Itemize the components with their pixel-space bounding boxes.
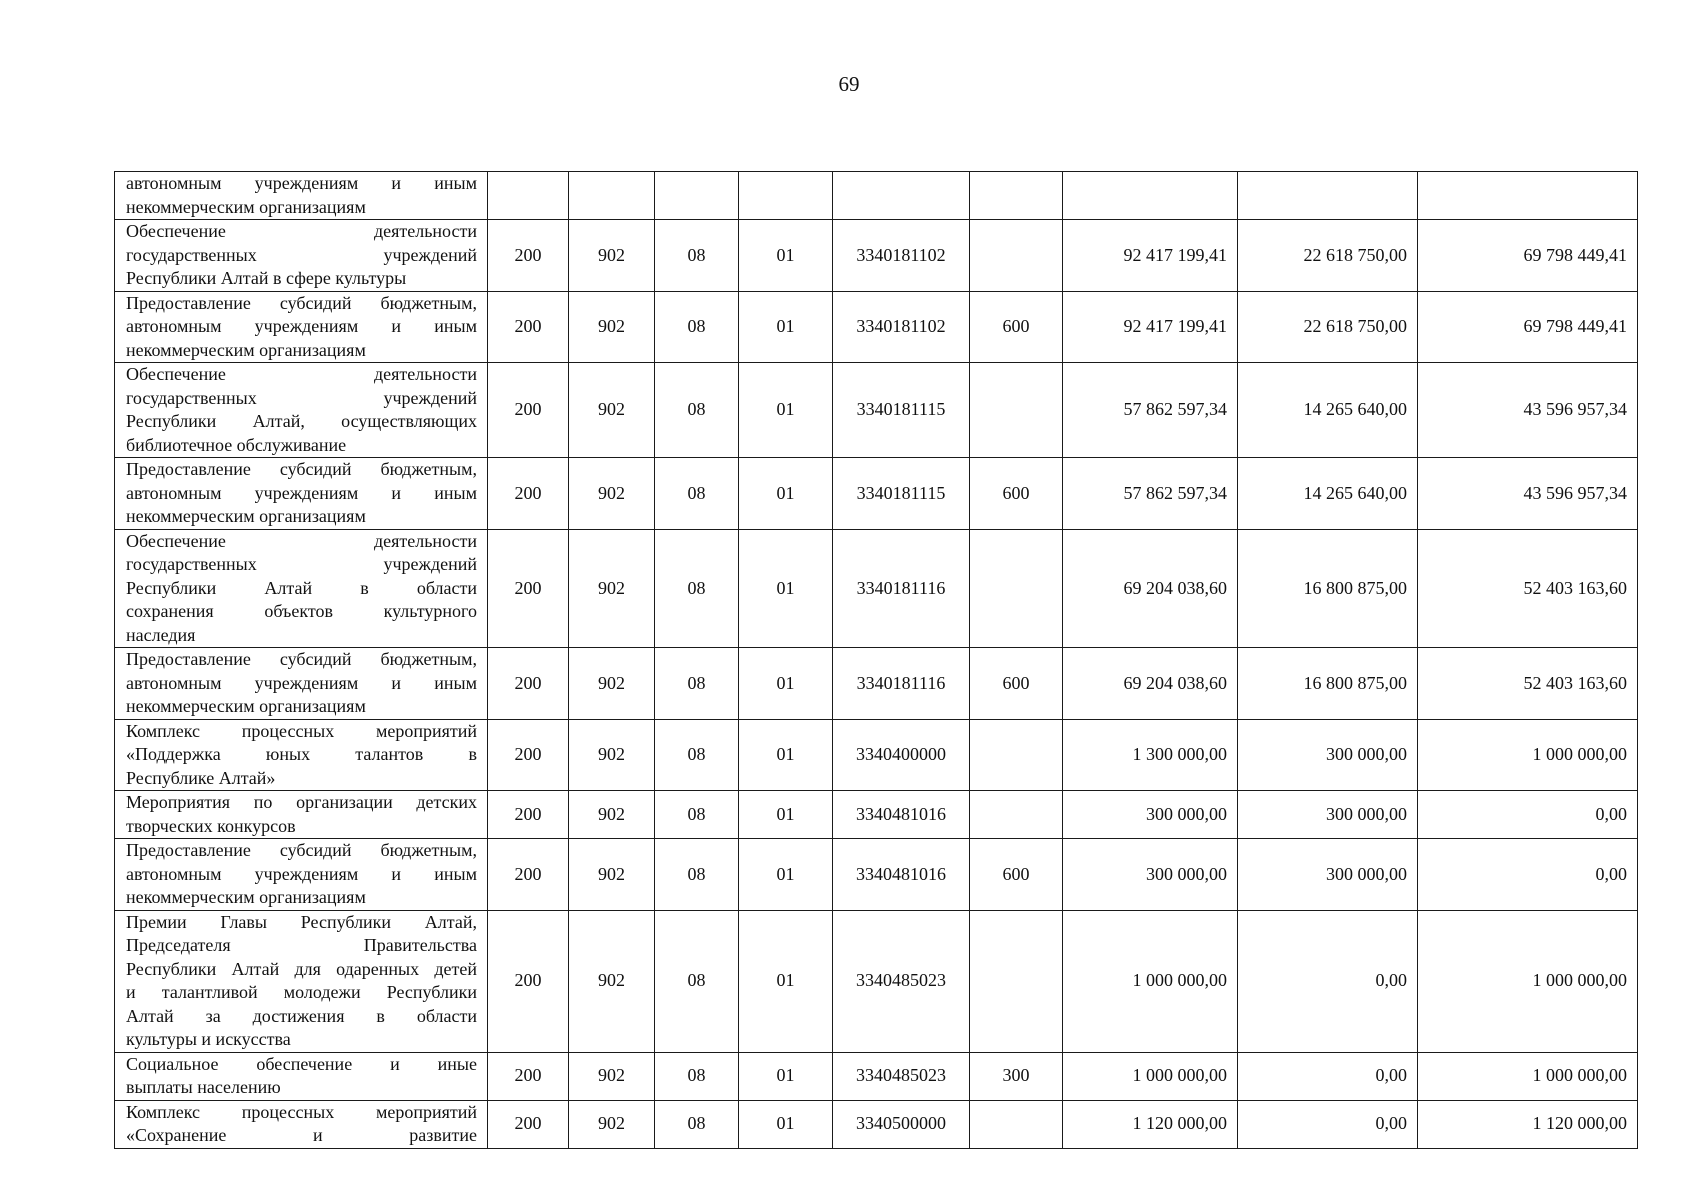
amount-3-cell: 43 596 957,34 xyxy=(1418,363,1638,458)
section-code-cell: 08 xyxy=(655,458,739,530)
grbs-code-cell: 902 xyxy=(569,529,655,648)
description-line: Республики Алтай для одаренных детей xyxy=(126,958,477,979)
table-row xyxy=(115,719,1638,791)
target-article-cell: 3340500000 xyxy=(833,1100,970,1148)
target-article-cell: 3340400000 xyxy=(833,719,970,791)
section-code-cell: 08 xyxy=(655,648,739,720)
section-code-cell: 08 xyxy=(655,529,739,648)
grbs-code-cell: 902 xyxy=(569,719,655,791)
expense-type-cell: 600 xyxy=(970,291,1063,363)
admin-code-cell: 200 xyxy=(488,719,569,791)
amount-3-cell: 1 120 000,00 xyxy=(1418,1100,1638,1148)
subsection-code-cell: 01 xyxy=(739,791,833,839)
amount-1-cell: 1 120 000,00 xyxy=(1063,1100,1238,1148)
description-line: государственных учреждений xyxy=(126,554,477,574)
expense-type-cell xyxy=(970,172,1063,220)
subsection-code-cell: 01 xyxy=(739,363,833,458)
expense-type-cell: 600 xyxy=(970,648,1063,720)
target-article-cell: 3340181115 xyxy=(833,458,970,530)
description-cell xyxy=(115,1052,488,1100)
grbs-code-cell xyxy=(569,172,655,220)
target-article-cell: 3340481016 xyxy=(833,791,970,839)
amount-2-cell xyxy=(1238,172,1418,220)
admin-code-cell: 200 xyxy=(488,529,569,648)
description-cell xyxy=(115,458,488,530)
amount-2-cell: 0,00 xyxy=(1238,1100,1418,1148)
section-code-cell: 08 xyxy=(655,363,739,458)
subsection-code-cell: 01 xyxy=(739,719,833,791)
description-cell xyxy=(115,172,488,220)
description-cell xyxy=(115,910,488,1052)
amount-2-cell: 300 000,00 xyxy=(1238,791,1418,839)
grbs-code-cell: 902 xyxy=(569,363,655,458)
amount-1-cell xyxy=(1063,172,1238,220)
description-line: творческих конкурсов xyxy=(126,815,296,836)
description-line: выплаты населению xyxy=(126,1077,281,1097)
section-code-cell: 08 xyxy=(655,719,739,791)
description-line: автономным учреждениям и иным xyxy=(126,316,477,336)
description-line: автономным учреждениям и иным xyxy=(126,672,477,693)
section-code-cell: 08 xyxy=(655,791,739,839)
table-row xyxy=(115,529,1638,648)
table-row xyxy=(115,291,1638,363)
table-row xyxy=(115,648,1638,720)
description-line: некоммерческим организациям xyxy=(126,696,366,716)
description-cell xyxy=(115,1100,488,1148)
admin-code-cell: 200 xyxy=(488,1100,569,1148)
section-code-cell xyxy=(655,172,739,220)
expense-type-cell xyxy=(970,220,1063,292)
amount-1-cell: 300 000,00 xyxy=(1063,791,1238,839)
target-article-cell: 3340181102 xyxy=(833,220,970,292)
description-cell xyxy=(115,839,488,911)
description-line: Республики Алтай в сфере культуры xyxy=(126,268,407,288)
amount-1-cell: 57 862 597,34 xyxy=(1063,458,1238,530)
subsection-code-cell: 01 xyxy=(739,220,833,292)
expense-type-cell xyxy=(970,529,1063,648)
amount-2-cell: 0,00 xyxy=(1238,910,1418,1052)
page-number: 69 xyxy=(838,72,860,96)
description-line: некоммерческим организациям xyxy=(126,196,366,217)
admin-code-cell: 200 xyxy=(488,648,569,720)
section-code-cell: 08 xyxy=(655,1100,739,1148)
subsection-code-cell: 01 xyxy=(739,648,833,720)
amount-3-cell: 52 403 163,60 xyxy=(1418,648,1638,720)
amount-2-cell: 22 618 750,00 xyxy=(1238,220,1418,292)
table-row xyxy=(115,458,1638,530)
table-row xyxy=(115,791,1638,839)
grbs-code-cell: 902 xyxy=(569,1052,655,1100)
section-code-cell: 08 xyxy=(655,839,739,911)
description-line: некоммерческим организациям xyxy=(126,506,366,526)
description-line: Обеспечение деятельности xyxy=(126,364,477,384)
description-line: государственных учреждений xyxy=(126,387,477,408)
admin-code-cell xyxy=(488,172,569,220)
description-cell xyxy=(115,529,488,648)
table-row xyxy=(115,363,1638,458)
amount-3-cell: 43 596 957,34 xyxy=(1418,458,1638,530)
description-line: некоммерческим организациям xyxy=(126,887,366,907)
table-row xyxy=(115,1052,1638,1100)
amount-1-cell: 300 000,00 xyxy=(1063,839,1238,911)
description-line: Республики Алтай в области xyxy=(126,577,477,598)
amount-2-cell: 22 618 750,00 xyxy=(1238,291,1418,363)
expense-type-cell: 600 xyxy=(970,458,1063,530)
description-cell xyxy=(115,719,488,791)
target-article-cell: 3340485023 xyxy=(833,1052,970,1100)
description-line: автономным учреждениям и иным xyxy=(126,863,477,884)
description-line: Социальное обеспечение и иные xyxy=(126,1053,477,1074)
grbs-code-cell: 902 xyxy=(569,1100,655,1148)
description-line: Предоставление субсидий бюджетным, xyxy=(126,292,477,313)
description-line: автономным учреждениям и иным xyxy=(126,482,477,503)
description-line: Республики Алтай, осуществляющих xyxy=(126,411,477,431)
target-article-cell: 3340181116 xyxy=(833,648,970,720)
grbs-code-cell: 902 xyxy=(569,291,655,363)
amount-2-cell: 14 265 640,00 xyxy=(1238,458,1418,530)
target-article-cell: 3340181116 xyxy=(833,529,970,648)
budget-table xyxy=(114,171,1638,1149)
table-body xyxy=(115,172,1638,1149)
subsection-code-cell: 01 xyxy=(739,291,833,363)
description-cell xyxy=(115,648,488,720)
subsection-code-cell: 01 xyxy=(739,839,833,911)
expense-type-cell xyxy=(970,791,1063,839)
table-row xyxy=(115,910,1638,1052)
amount-3-cell: 0,00 xyxy=(1418,791,1638,839)
amount-3-cell: 69 798 449,41 xyxy=(1418,291,1638,363)
description-line: Предоставление субсидий бюджетным, xyxy=(126,459,477,479)
amount-1-cell: 69 204 038,60 xyxy=(1063,648,1238,720)
description-line: автономным учреждениям и иным xyxy=(126,173,477,193)
amount-1-cell: 57 862 597,34 xyxy=(1063,363,1238,458)
amount-3-cell: 69 798 449,41 xyxy=(1418,220,1638,292)
expense-type-cell xyxy=(970,1100,1063,1148)
description-line: Алтай за достижения в области xyxy=(126,1005,477,1026)
amount-3-cell xyxy=(1418,172,1638,220)
expense-type-cell xyxy=(970,910,1063,1052)
subsection-code-cell: 01 xyxy=(739,529,833,648)
expense-type-cell xyxy=(970,363,1063,458)
amount-2-cell: 300 000,00 xyxy=(1238,719,1418,791)
subsection-code-cell: 01 xyxy=(739,1052,833,1100)
description-line: сохранения объектов культурного xyxy=(126,601,477,621)
description-line: некоммерческим организациям xyxy=(126,339,366,360)
admin-code-cell: 200 xyxy=(488,910,569,1052)
subsection-code-cell: 01 xyxy=(739,1100,833,1148)
subsection-code-cell xyxy=(739,172,833,220)
amount-1-cell: 92 417 199,41 xyxy=(1063,220,1238,292)
target-article-cell: 3340481016 xyxy=(833,839,970,911)
description-line: Комплекс процессных мероприятий xyxy=(126,720,477,741)
description-line: Обеспечение деятельности xyxy=(126,221,477,241)
description-line: «Поддержка юных талантов в xyxy=(126,744,477,764)
admin-code-cell: 200 xyxy=(488,291,569,363)
grbs-code-cell: 902 xyxy=(569,791,655,839)
expense-type-cell xyxy=(970,719,1063,791)
table-row xyxy=(115,1100,1638,1148)
amount-1-cell: 1 300 000,00 xyxy=(1063,719,1238,791)
amount-1-cell: 92 417 199,41 xyxy=(1063,291,1238,363)
amount-3-cell: 1 000 000,00 xyxy=(1418,1052,1638,1100)
grbs-code-cell: 902 xyxy=(569,910,655,1052)
amount-1-cell: 69 204 038,60 xyxy=(1063,529,1238,648)
description-cell xyxy=(115,291,488,363)
admin-code-cell: 200 xyxy=(488,839,569,911)
admin-code-cell: 200 xyxy=(488,791,569,839)
section-code-cell: 08 xyxy=(655,910,739,1052)
expense-type-cell: 600 xyxy=(970,839,1063,911)
table-row xyxy=(115,839,1638,911)
section-code-cell: 08 xyxy=(655,1052,739,1100)
amount-2-cell: 300 000,00 xyxy=(1238,839,1418,911)
amount-3-cell: 52 403 163,60 xyxy=(1418,529,1638,648)
target-article-cell: 3340181115 xyxy=(833,363,970,458)
grbs-code-cell: 902 xyxy=(569,839,655,911)
description-line: Обеспечение деятельности xyxy=(126,530,477,551)
target-article-cell: 3340485023 xyxy=(833,910,970,1052)
description-line: Предоставление субсидий бюджетным, xyxy=(126,649,477,669)
admin-code-cell: 200 xyxy=(488,1052,569,1100)
subsection-code-cell: 01 xyxy=(739,458,833,530)
description-line: библиотечное обслуживание xyxy=(126,434,347,455)
amount-1-cell: 1 000 000,00 xyxy=(1063,910,1238,1052)
admin-code-cell: 200 xyxy=(488,220,569,292)
description-line: культуры и искусства xyxy=(126,1029,291,1049)
grbs-code-cell: 902 xyxy=(569,458,655,530)
amount-2-cell: 14 265 640,00 xyxy=(1238,363,1418,458)
table-row xyxy=(115,172,1638,220)
amount-2-cell: 16 800 875,00 xyxy=(1238,529,1418,648)
description-line: и талантливой молодежи Республики xyxy=(126,982,477,1002)
description-cell xyxy=(115,363,488,458)
amount-3-cell: 0,00 xyxy=(1418,839,1638,911)
grbs-code-cell: 902 xyxy=(569,648,655,720)
section-code-cell: 08 xyxy=(655,220,739,292)
target-article-cell: 3340181102 xyxy=(833,291,970,363)
amount-3-cell: 1 000 000,00 xyxy=(1418,719,1638,791)
description-cell xyxy=(115,791,488,839)
description-line: Предоставление субсидий бюджетным, xyxy=(126,840,477,860)
table-row xyxy=(115,220,1638,292)
description-line: «Сохранение и развитие xyxy=(126,1125,477,1145)
amount-1-cell: 1 000 000,00 xyxy=(1063,1052,1238,1100)
description-line: Республике Алтай» xyxy=(126,767,276,788)
subsection-code-cell: 01 xyxy=(739,910,833,1052)
description-line: Комплекс процессных мероприятий xyxy=(126,1101,477,1122)
target-article-cell xyxy=(833,172,970,220)
admin-code-cell: 200 xyxy=(488,363,569,458)
admin-code-cell: 200 xyxy=(488,458,569,530)
grbs-code-cell: 902 xyxy=(569,220,655,292)
amount-2-cell: 16 800 875,00 xyxy=(1238,648,1418,720)
description-line: Премии Главы Республики Алтай, xyxy=(126,911,477,932)
description-line: Мероприятия по организации детских xyxy=(126,792,477,812)
description-line: наследия xyxy=(126,624,196,645)
amount-2-cell: 0,00 xyxy=(1238,1052,1418,1100)
amount-3-cell: 1 000 000,00 xyxy=(1418,910,1638,1052)
description-line: государственных учреждений xyxy=(126,244,477,265)
expense-type-cell: 300 xyxy=(970,1052,1063,1100)
section-code-cell: 08 xyxy=(655,291,739,363)
description-cell xyxy=(115,220,488,292)
description-line: Председателя Правительства xyxy=(126,935,477,955)
